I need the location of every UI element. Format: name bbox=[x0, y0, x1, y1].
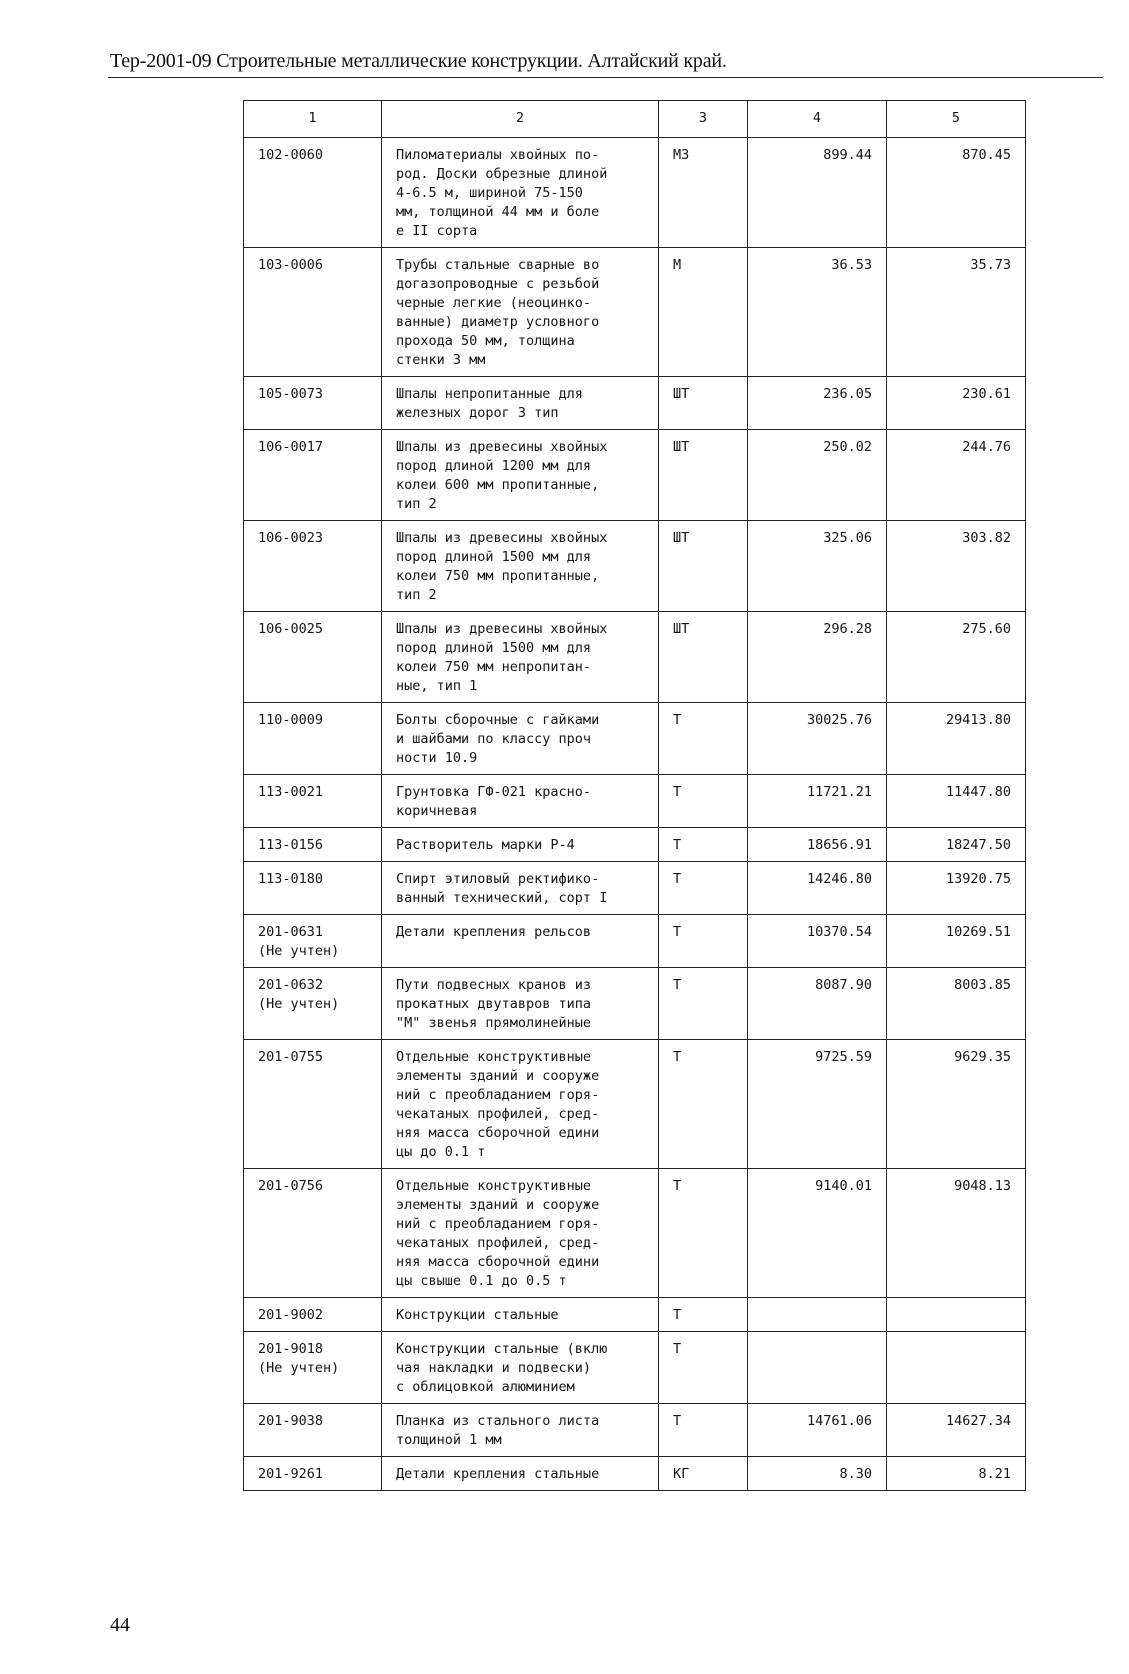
unit-cell: КГ bbox=[659, 1457, 748, 1491]
resource-code-cell: 201-0756 bbox=[244, 1169, 382, 1298]
price-col4-cell bbox=[748, 1298, 887, 1332]
column-header: 2 bbox=[382, 101, 659, 138]
table-row bbox=[244, 968, 1026, 1040]
price-col4-cell: 18656.91 bbox=[748, 828, 887, 862]
unit-cell: Т bbox=[659, 915, 748, 968]
price-col5-cell bbox=[887, 1332, 1026, 1404]
price-col5-cell: 275.60 bbox=[887, 612, 1026, 703]
resource-name-cell: Болты сборочные с гайками и шайбами по классу проч ности 10.9 bbox=[382, 703, 659, 775]
unit-cell: Т bbox=[659, 828, 748, 862]
resource-name-cell: Пути подвесных кранов из прокатных двутавров типа "М" звенья прямолинейные bbox=[382, 968, 659, 1040]
unit-cell: М3 bbox=[659, 138, 748, 248]
price-col4-cell: 250.02 bbox=[748, 430, 887, 521]
table-row bbox=[244, 248, 1026, 377]
price-col5-cell: 18247.50 bbox=[887, 828, 1026, 862]
table-row bbox=[244, 1169, 1026, 1298]
price-col5-cell: 230.61 bbox=[887, 377, 1026, 430]
resource-code-cell: 105-0073 bbox=[244, 377, 382, 430]
price-col4-cell: 236.05 bbox=[748, 377, 887, 430]
resource-code-cell: 113-0021 bbox=[244, 775, 382, 828]
page-number: 44 bbox=[110, 1614, 130, 1636]
price-col4-cell: 36.53 bbox=[748, 248, 887, 377]
price-col5-cell: 870.45 bbox=[887, 138, 1026, 248]
materials-table bbox=[243, 100, 1026, 1491]
price-col4-cell: 14246.80 bbox=[748, 862, 887, 915]
table-row bbox=[244, 1040, 1026, 1169]
resource-code-cell: 113-0180 bbox=[244, 862, 382, 915]
price-col5-cell: 303.82 bbox=[887, 521, 1026, 612]
column-header: 5 bbox=[887, 101, 1026, 138]
unit-cell: Т bbox=[659, 862, 748, 915]
price-col4-cell: 899.44 bbox=[748, 138, 887, 248]
resource-name-cell: Шпалы из древесины хвойных пород длиной 1200 мм для колеи 600 мм пропитанные, тип 2 bbox=[382, 430, 659, 521]
table-row bbox=[244, 862, 1026, 915]
column-header: 1 bbox=[244, 101, 382, 138]
price-col5-cell: 11447.80 bbox=[887, 775, 1026, 828]
table-row bbox=[244, 377, 1026, 430]
table-row bbox=[244, 430, 1026, 521]
unit-cell: ШТ bbox=[659, 612, 748, 703]
column-header: 4 bbox=[748, 101, 887, 138]
resource-name-cell: Детали крепления стальные bbox=[382, 1457, 659, 1491]
price-col5-cell: 8.21 bbox=[887, 1457, 1026, 1491]
table-header-row bbox=[244, 101, 1026, 138]
resource-code-cell: 106-0017 bbox=[244, 430, 382, 521]
unit-cell: Т bbox=[659, 1169, 748, 1298]
resource-name-cell: Отдельные конструктивные элементы зданий и сооруже ний с преобладанием горя- чекатаных профилей, сред- няя масса сборочной едини цы до 0.1 т bbox=[382, 1040, 659, 1169]
price-col4-cell: 11721.21 bbox=[748, 775, 887, 828]
price-col4-cell: 10370.54 bbox=[748, 915, 887, 968]
table-row bbox=[244, 521, 1026, 612]
resource-name-cell: Шпалы из древесины хвойных пород длиной 1500 мм для колеи 750 мм пропитанные, тип 2 bbox=[382, 521, 659, 612]
header-rule bbox=[108, 77, 1103, 78]
page-header: Тер-2001-09 Строительные металлические конструкции. Алтайский край. bbox=[110, 50, 727, 72]
resource-name-cell: Трубы стальные сварные во догазопроводные с резьбой черные легкие (неоцинко- ванные) диаметр условного прохода 50 мм, толщина стенки 3 мм bbox=[382, 248, 659, 377]
resource-code-cell: 201-9018 (Не учтен) bbox=[244, 1332, 382, 1404]
column-header: 3 bbox=[659, 101, 748, 138]
price-col4-cell bbox=[748, 1332, 887, 1404]
price-col4-cell: 30025.76 bbox=[748, 703, 887, 775]
table-row bbox=[244, 828, 1026, 862]
resource-name-cell: Шпалы из древесины хвойных пород длиной 1500 мм для колеи 750 мм непропитан- ные, тип 1 bbox=[382, 612, 659, 703]
price-col5-cell: 14627.34 bbox=[887, 1404, 1026, 1457]
resource-name-cell: Спирт этиловый ректифико- ванный технический, сорт I bbox=[382, 862, 659, 915]
unit-cell: Т bbox=[659, 1040, 748, 1169]
price-col4-cell: 8087.90 bbox=[748, 968, 887, 1040]
table-row bbox=[244, 1332, 1026, 1404]
resource-code-cell: 106-0023 bbox=[244, 521, 382, 612]
resource-code-cell: 201-9002 bbox=[244, 1298, 382, 1332]
price-col5-cell: 35.73 bbox=[887, 248, 1026, 377]
resource-name-cell: Отдельные конструктивные элементы зданий и сооруже ний с преобладанием горя- чекатаных профилей, сред- няя масса сборочной едини цы свыше 0.1 до 0.5 т bbox=[382, 1169, 659, 1298]
resource-name-cell: Планка из стального листа толщиной 1 мм bbox=[382, 1404, 659, 1457]
resource-name-cell: Конструкции стальные (вклю чая накладки и подвески) с облицовкой алюминием bbox=[382, 1332, 659, 1404]
unit-cell: ШТ bbox=[659, 377, 748, 430]
resource-name-cell: Конструкции стальные bbox=[382, 1298, 659, 1332]
price-col5-cell: 10269.51 bbox=[887, 915, 1026, 968]
table-row bbox=[244, 1457, 1026, 1491]
resource-code-cell: 201-0755 bbox=[244, 1040, 382, 1169]
unit-cell: ШТ bbox=[659, 521, 748, 612]
resource-name-cell: Шпалы непропитанные для железных дорог 3 тип bbox=[382, 377, 659, 430]
price-col4-cell: 9140.01 bbox=[748, 1169, 887, 1298]
table-row bbox=[244, 1404, 1026, 1457]
resource-code-cell: 110-0009 bbox=[244, 703, 382, 775]
table-row bbox=[244, 1298, 1026, 1332]
unit-cell: М bbox=[659, 248, 748, 377]
resource-name-cell: Грунтовка ГФ-021 красно- коричневая bbox=[382, 775, 659, 828]
unit-cell: Т bbox=[659, 775, 748, 828]
unit-cell: Т bbox=[659, 703, 748, 775]
resource-name-cell: Растворитель марки Р-4 bbox=[382, 828, 659, 862]
resource-code-cell: 201-0632 (Не учтен) bbox=[244, 968, 382, 1040]
resource-code-cell: 103-0006 bbox=[244, 248, 382, 377]
price-col4-cell: 8.30 bbox=[748, 1457, 887, 1491]
unit-cell: ШТ bbox=[659, 430, 748, 521]
table-body bbox=[244, 138, 1026, 1491]
price-col5-cell bbox=[887, 1298, 1026, 1332]
unit-cell: Т bbox=[659, 1332, 748, 1404]
resource-code-cell: 106-0025 bbox=[244, 612, 382, 703]
price-col4-cell: 325.06 bbox=[748, 521, 887, 612]
resource-name-cell: Пиломатериалы хвойных по- род. Доски обрезные длиной 4-6.5 м, шириной 75-150 мм, толщиной 44 мм и боле е II сорта bbox=[382, 138, 659, 248]
table-row bbox=[244, 703, 1026, 775]
price-col5-cell: 244.76 bbox=[887, 430, 1026, 521]
price-col5-cell: 13920.75 bbox=[887, 862, 1026, 915]
price-col5-cell: 9048.13 bbox=[887, 1169, 1026, 1298]
price-col4-cell: 14761.06 bbox=[748, 1404, 887, 1457]
price-col4-cell: 296.28 bbox=[748, 612, 887, 703]
price-col5-cell: 8003.85 bbox=[887, 968, 1026, 1040]
table-row bbox=[244, 915, 1026, 968]
price-col5-cell: 29413.80 bbox=[887, 703, 1026, 775]
resource-code-cell: 201-9261 bbox=[244, 1457, 382, 1491]
unit-cell: Т bbox=[659, 1404, 748, 1457]
table-row bbox=[244, 612, 1026, 703]
resource-name-cell: Детали крепления рельсов bbox=[382, 915, 659, 968]
resource-code-cell: 102-0060 bbox=[244, 138, 382, 248]
unit-cell: Т bbox=[659, 1298, 748, 1332]
resource-code-cell: 201-0631 (Не учтен) bbox=[244, 915, 382, 968]
table-row bbox=[244, 138, 1026, 248]
price-col5-cell: 9629.35 bbox=[887, 1040, 1026, 1169]
resource-code-cell: 113-0156 bbox=[244, 828, 382, 862]
table-row bbox=[244, 775, 1026, 828]
resource-code-cell: 201-9038 bbox=[244, 1404, 382, 1457]
price-col4-cell: 9725.59 bbox=[748, 1040, 887, 1169]
unit-cell: Т bbox=[659, 968, 748, 1040]
